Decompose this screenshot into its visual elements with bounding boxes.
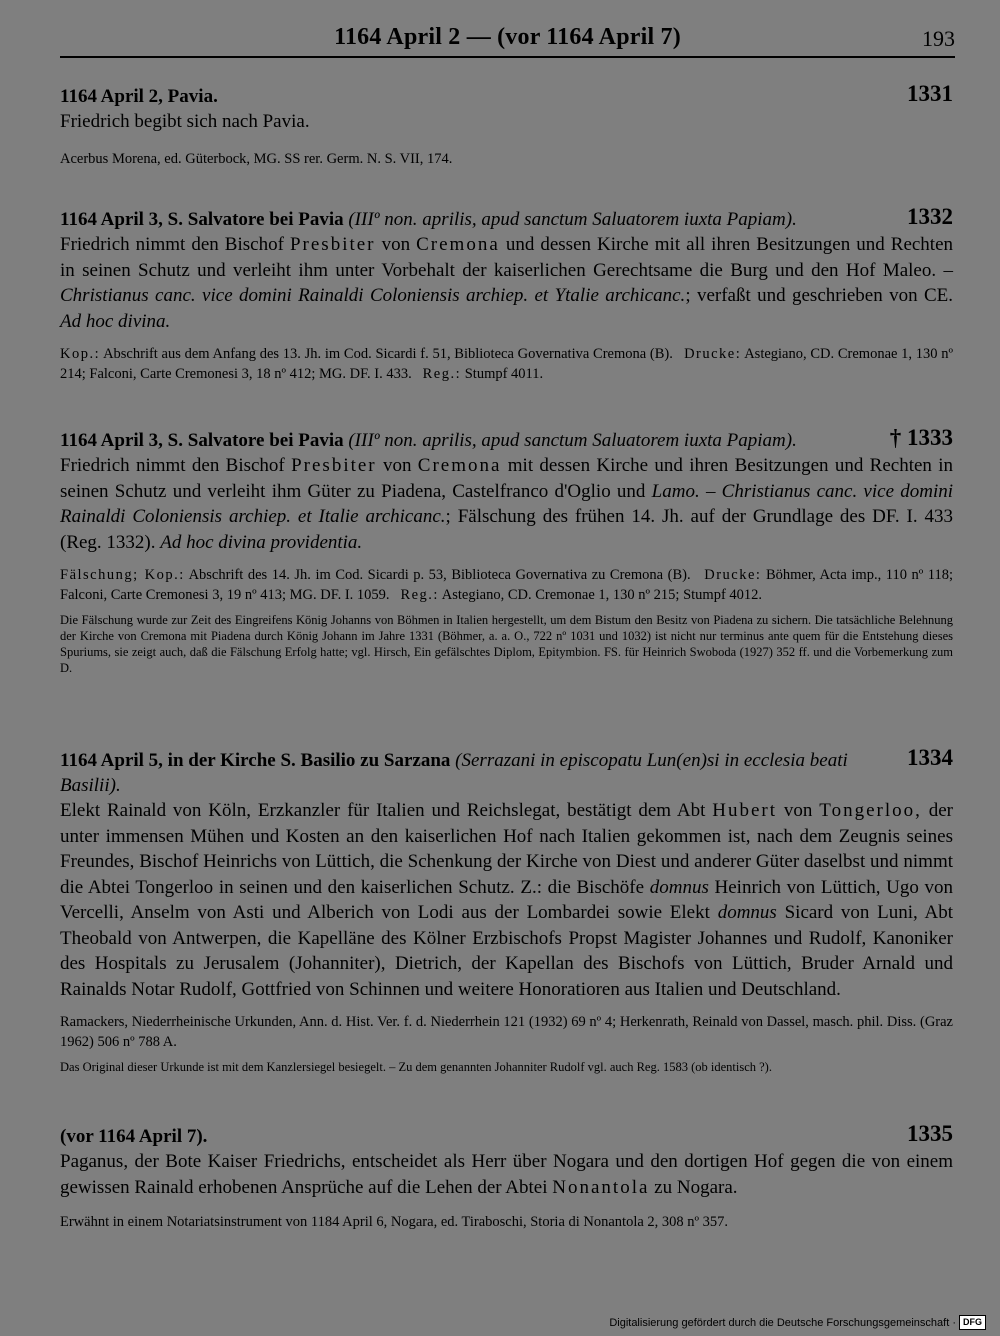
place-name-italic: Lamo. [651,480,700,502]
running-title: 1164 April 2 — (vor 1164 April 7) [334,24,681,50]
domnus-term: domnus [649,876,709,898]
entry-number: 1332 [907,204,953,229]
entry-sources [60,565,953,605]
entry-sources: Acerbus Morena, ed. Güterbock, MG. SS rer. Germ. N. S. VII, 174. [60,150,453,167]
entry-date-place: 1164 April 2, Pavia. [60,86,218,107]
entry-regest [60,798,953,1002]
regest-text: von [381,234,411,255]
entry-latin-date: (IIIº non. aprilis, apud sanctum Saluatorem iuxta Papiam). [348,430,797,451]
entry-regest [60,1149,953,1200]
drucke-label: Drucke: [684,346,742,362]
entry-heading [60,204,953,232]
footer-credit [609,1315,986,1330]
entry-sources [60,344,953,384]
chancery-note: Christianus canc. vice domini Rainaldi Coloniensis archiep. et Ytalie archicanc. [60,285,686,306]
kop-text: Abschrift des 14. Jh. im Cod. Sicardi p. 53, Biblioteca Governativa zu Cremona (B). [188,567,691,583]
entry-note: Das Original dieser Urkunde ist mit dem Kanzlersiegel besiegelt. – Zu dem genannten Johanniter Rudolf vgl. auch Reg. 1583 (ob identisch ?). [60,1060,772,1074]
regest-text: der unter immensen Mühen und Kosten an den kaiserlichen Hof nach Italien gekommen ist, nach dem Zeugnis seines Freundes, Bischof Heinrichs von Lüttich, die Schenkung der Kirche von Diest und anderer Güter daselbst und nimmt die Abtei Tongerloo in seinen und den kaiserlichen Schutz. Z.: die Bischöfe [60,800,954,898]
running-head [60,22,955,58]
regest-text: Friedrich nimmt den Bischof [60,455,285,476]
regest-text: Sicard von Luni, Abt Theobald von Antwerpen, die Kapelläne des Kölner Erzbischofs Propst Magister Johannes und Rudolf, Kanoniker des Hospitals zu Jerusalem (Johanniter), Dietrich, der Kapellan des Bischofs von Lüttich, Bruder Arnald und Rainalds Notar Rudolf, Gottfried von Schinnen und weitere Honoratioren aus Italien und Deutschland. [60,902,954,1000]
footer-text: Digitalisierung gefördert durch die Deutsche Forschungsgemeinschaft · [609,1316,956,1329]
entry-date-place: 1164 April 5, in der Kirche S. Basilio zu Sarzana [60,750,451,771]
regest-text: Heinrich von Lüttich, Ugo von Vercelli, Anselm von Asti und Alberich von Lodi aus der Lombardei sowie Elekt [60,876,954,923]
entry-1331 [60,81,953,169]
entry-regest [60,453,953,555]
entry-regest [60,232,953,334]
entry-number: 1334 [907,745,953,770]
entry-number: 1335 [907,1121,953,1146]
entry-heading [60,1121,953,1149]
regest-text: – [705,480,716,502]
entry-1332 [60,204,954,384]
entry-heading [60,425,953,453]
regest-text: Paganus, der Bote Kaiser Friedrichs, entscheidet als Herr über Nogara und den dortigen Hof gegen die von einem gewissen Rainald erhobenen Ansprüche auf die Lehen der Abtei [60,1151,953,1198]
drucke-text: Böhmer, Acta imp., 110 nº 118; Falconi, Carte Cremonesi 3, 19 nº 413; MG. DF. I. 1059. [60,567,954,603]
entry-regest: Friedrich begibt sich nach Pavia. [60,111,310,132]
regest-text: von [382,455,412,476]
entry-date-place: (vor 1164 April 7). [60,1126,208,1147]
regest-text: und dessen Kirche mit all ihren Besitzungen und Rechten in seinen Schutz und verleiht ihm unter Vorbehalt der kaiserlichen Gerechtsame die Burg und den Hof Maleo. – [60,234,954,281]
kop-text: Abschrift aus dem Anfang des 13. Jh. im Cod. Sicardi f. 51, Biblioteca Governativa Cremona (B). [103,346,673,362]
dfg-logo: DFG [959,1315,986,1330]
regest-text: Friedrich nimmt den Bischof [60,234,284,255]
entry-1333 [60,425,954,676]
chancery-note: Christianus canc. vice domini Rainaldi Coloniensis archiep. et Italie archicanc. [60,480,954,527]
incipit: Ad hoc divina providentia. [160,531,363,553]
place-name: Cremona [417,455,502,476]
reg-label: Reg.: [422,366,462,382]
entry-sources: Erwähnt in einem Notariatsinstrument von 1184 April 6, Nogara, ed. Tiraboschi, Storia di Nonantola 2, 308 nº 357. [60,1214,729,1230]
reg-text: Astegiano, CD. Cremonae 1, 130 nº 215; Stumpf 4012. [441,587,763,603]
page-number: 193 [922,26,955,51]
reg-label: Reg.: [400,587,439,603]
regest-text: Elekt Rainald von Köln, Erzkanzler für Italien und Reichslegat, bestätigt dem Abt [60,800,706,821]
person-name: Hubert [712,800,778,821]
entry-note: Die Fälschung wurde zur Zeit des Eingreifens König Johanns von Böhmen in Italien hergestellt, um dem Bistum den Besitz von Piadena zu sichern. Die tatsächliche Belehnung der Kirche von Cremona mit Piadena durch König Johann im Jahre 1331 (Böhmer, a. a. O., 722 nº 1031 und 1032) ist nicht nur terminus ante quem für die Entstehung dieses Spuriums, sie zeigt auch, daß die Fälschung Erfolg hatte; vgl. Hirsch, Ein gefälschtes Diplom, Epitymbion. FS. für Heinrich Swoboda (1927) 352 ff. und die Vorbemerkung zum D. [60,613,953,675]
entry-number: † 1333 [889,425,953,450]
place-name: Nonantola [552,1176,650,1198]
entry-1334 [60,745,954,1075]
regest-text: von [783,800,813,821]
entry-heading [60,81,953,109]
entry-latin-date: (IIIº non. aprilis, apud sanctum Saluatorem iuxta Papiam). [348,209,797,230]
regest-text: mit dessen Kirche und ihren Besitzungen und Rechten in seinen Schutz und verleiht ihm Güter zu Piadena, Castelfranco d'Oglio und [60,455,954,502]
entry-sources: Ramackers, Niederrheinische Urkunden, Ann. d. Hist. Ver. f. d. Niederrhein 121 (1932) 69 nº 4; Herkenrath, Reinald von Dassel, masch. phil. Diss. (Graz 1962) 506 nº 788 A. [60,1014,953,1050]
regest-text: ; Fälschung des frühen 14. Jh. auf der Grundlage des DF. I. 433 (Reg. 1332). [60,506,954,553]
entry-heading [60,745,953,798]
incipit: Ad hoc divina. [60,310,171,332]
kop-label: Fälschung; Kop.: [60,567,185,583]
entry-1335 [60,1121,953,1232]
entry-date-place: 1164 April 3, S. Salvatore bei Pavia [60,430,344,451]
kop-label: Kop.: [60,346,101,362]
entry-number: 1331 [907,81,953,106]
drucke-label: Drucke: [704,567,762,583]
entry-latin-date: (Serrazani in episcopatu Lun(en)si in ecclesia beati Basilii). [60,750,848,796]
entry-date-place: 1164 April 3, S. Salvatore bei Pavia [60,209,344,230]
person-name: Presbiter [291,455,377,476]
regest-text: zu Nogara. [654,1176,738,1198]
place-name: Tongerloo, [819,800,922,821]
place-name: Cremona [416,234,500,255]
person-name: Presbiter [289,234,376,255]
domnus-term: domnus [717,902,777,923]
drucke-text: Astegiano, CD. Cremonae 1, 130 nº 214; Falconi, Carte Cremonesi 3, 18 nº 412; MG. DF. I. 433. [60,346,953,382]
regest-text: ; verfaßt und geschrieben von CE. [685,285,953,306]
reg-text: Stumpf 4011. [464,366,544,382]
